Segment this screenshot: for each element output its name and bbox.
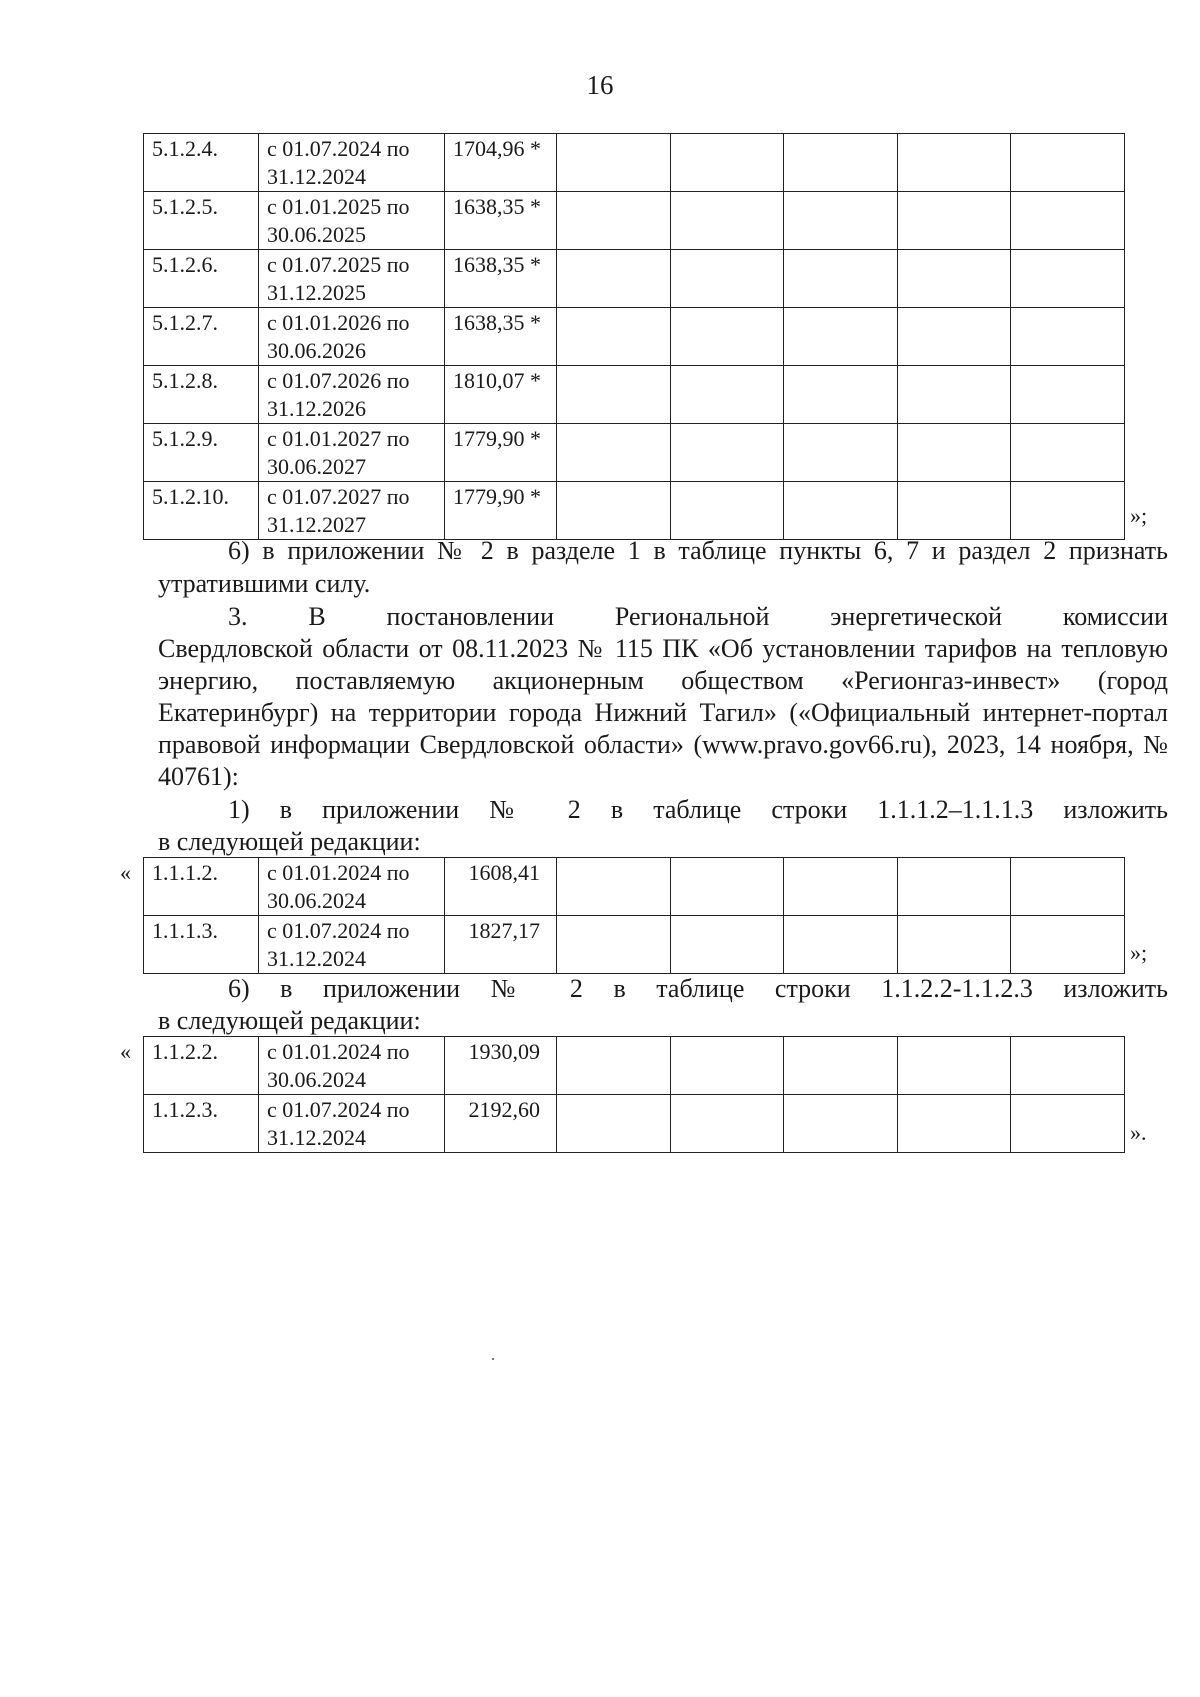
empty-cell [784,134,898,192]
empty-cell [897,424,1011,482]
empty-cell [557,308,671,366]
table-1-close-quote: »; [1130,503,1148,528]
empty-cell [557,482,671,540]
period-cell: с 01.07.2024 по 31.12.2024 [259,916,445,974]
empty-cell [897,858,1011,916]
paragraph-3-1-line-1: 1) в приложении № 2 в таблице строки 1.1.1.2–1.1.1.3 изложить [228,795,1168,824]
empty-cell [1011,250,1125,308]
period-cell: с 01.01.2026 по 30.06.2026 [259,308,445,366]
empty-cell [557,916,671,974]
empty-cell [1011,424,1125,482]
empty-cell [784,424,898,482]
tariff-value-cell: 1827,17 [445,916,557,974]
page-number: 16 [586,70,614,100]
empty-cell [897,366,1011,424]
empty-cell [1011,1095,1125,1153]
paragraph-3-line-1: 3. В постановлении Региональной энергетической комиссии [228,602,1168,631]
row-number-cell: 5.1.2.4. [144,134,259,192]
table-2-close-quote: »; [1130,940,1148,965]
period-cell: с 01.07.2026 по 31.12.2026 [259,366,445,424]
empty-cell [897,482,1011,540]
empty-cell [670,916,784,974]
empty-cell [897,308,1011,366]
table-row [144,250,1125,308]
empty-cell [784,192,898,250]
empty-cell [557,424,671,482]
empty-cell [784,250,898,308]
row-number-cell: 5.1.2.6. [144,250,259,308]
empty-cell [897,916,1011,974]
tariff-value-cell: 1608,41 [445,858,557,916]
empty-cell [557,1037,671,1095]
table-row [144,858,1125,916]
paragraph-6-line-1: 6) в приложении № 2 в разделе 1 в таблице пункты 6, 7 и раздел 2 признать [228,536,1168,565]
period-cell: с 01.07.2027 по 31.12.2027 [259,482,445,540]
tariff-value-cell: 1638,35 * [445,308,557,366]
empty-cell [897,250,1011,308]
empty-cell [784,482,898,540]
empty-cell [670,1037,784,1095]
tariff-value-cell: 1779,90 * [445,482,557,540]
period-cell: с 01.07.2025 по 31.12.2025 [259,250,445,308]
table-row [144,308,1125,366]
tariff-value-cell: 1704,96 * [445,134,557,192]
row-number-cell: 1.1.1.2. [144,858,259,916]
row-number-cell: 5.1.2.9. [144,424,259,482]
table-row [144,424,1125,482]
empty-cell [557,192,671,250]
tariff-table-2 [143,857,1125,974]
period-cell: с 01.01.2025 по 30.06.2025 [259,192,445,250]
tariff-value-cell: 1779,90 * [445,424,557,482]
empty-cell [557,134,671,192]
row-number-cell: 5.1.2.5. [144,192,259,250]
empty-cell [557,366,671,424]
empty-cell [897,1095,1011,1153]
empty-cell [670,134,784,192]
empty-cell [557,250,671,308]
empty-cell [784,1037,898,1095]
empty-cell [1011,858,1125,916]
table-3-close-quote: ». [1130,1120,1147,1145]
empty-cell [897,192,1011,250]
empty-cell [670,192,784,250]
row-number-cell: 1.1.2.2. [144,1037,259,1095]
empty-cell [784,366,898,424]
empty-cell [670,424,784,482]
tariff-value-cell: 1810,07 * [445,366,557,424]
table-row [144,192,1125,250]
empty-cell [670,1095,784,1153]
period-cell: с 01.01.2024 по 30.06.2024 [259,1037,445,1095]
empty-cell [897,134,1011,192]
scan-speck [492,1358,494,1360]
table-3-open-quote: « [120,1039,131,1064]
empty-cell [784,1095,898,1153]
tariff-value-cell: 1638,35 * [445,250,557,308]
paragraph-3-2-line-1: 6) в приложении № 2 в таблице строки 1.1.2.2-1.1.2.3 изложить [228,974,1168,1003]
table-2-open-quote: « [120,860,131,885]
empty-cell [1011,1037,1125,1095]
empty-cell [897,1037,1011,1095]
tariff-table-1 [143,133,1125,540]
table-row [144,366,1125,424]
paragraph-6-line-2: утратившими силу. [158,569,371,598]
tariff-table-3 [143,1036,1125,1153]
empty-cell [557,1095,671,1153]
table-row [144,134,1125,192]
empty-cell [670,366,784,424]
table-row [144,1095,1125,1153]
paragraph-3-1-line-2: в следующей редакции: [158,827,421,856]
empty-cell [1011,192,1125,250]
tariff-value-cell: 1930,09 [445,1037,557,1095]
row-number-cell: 1.1.1.3. [144,916,259,974]
empty-cell [1011,482,1125,540]
empty-cell [557,858,671,916]
empty-cell [670,308,784,366]
period-cell: с 01.07.2024 по 31.12.2024 [259,134,445,192]
empty-cell [1011,308,1125,366]
row-number-cell: 5.1.2.8. [144,366,259,424]
row-number-cell: 5.1.2.10. [144,482,259,540]
row-number-cell: 5.1.2.7. [144,308,259,366]
tariff-value-cell: 1638,35 * [445,192,557,250]
empty-cell [670,250,784,308]
paragraph-3-body: Свердловской области от 08.11.2023 № 115 ПК «Об установлении тарифов на тепловую энергию, поставляемую акционерным обществом «Регионгаз-инвест» (город Екатеринбург) на территории города Нижний Тагил» («Официальный интернет-портал правовой информации Свердловской области» (www.pravo.gov66.ru), 2023, 14 ноября, № 40761): [158,634,1168,791]
period-cell: с 01.07.2024 по 31.12.2024 [259,1095,445,1153]
tariff-value-cell: 2192,60 [445,1095,557,1153]
period-cell: с 01.01.2024 по 30.06.2024 [259,858,445,916]
empty-cell [1011,134,1125,192]
period-cell: с 01.01.2027 по 30.06.2027 [259,424,445,482]
row-number-cell: 1.1.2.3. [144,1095,259,1153]
empty-cell [1011,366,1125,424]
empty-cell [784,916,898,974]
empty-cell [670,858,784,916]
empty-cell [784,858,898,916]
table-row [144,916,1125,974]
empty-cell [784,308,898,366]
empty-cell [670,482,784,540]
table-row [144,1037,1125,1095]
paragraph-3-2-line-2: в следующей редакции: [158,1006,421,1035]
table-row [144,482,1125,540]
empty-cell [1011,916,1125,974]
